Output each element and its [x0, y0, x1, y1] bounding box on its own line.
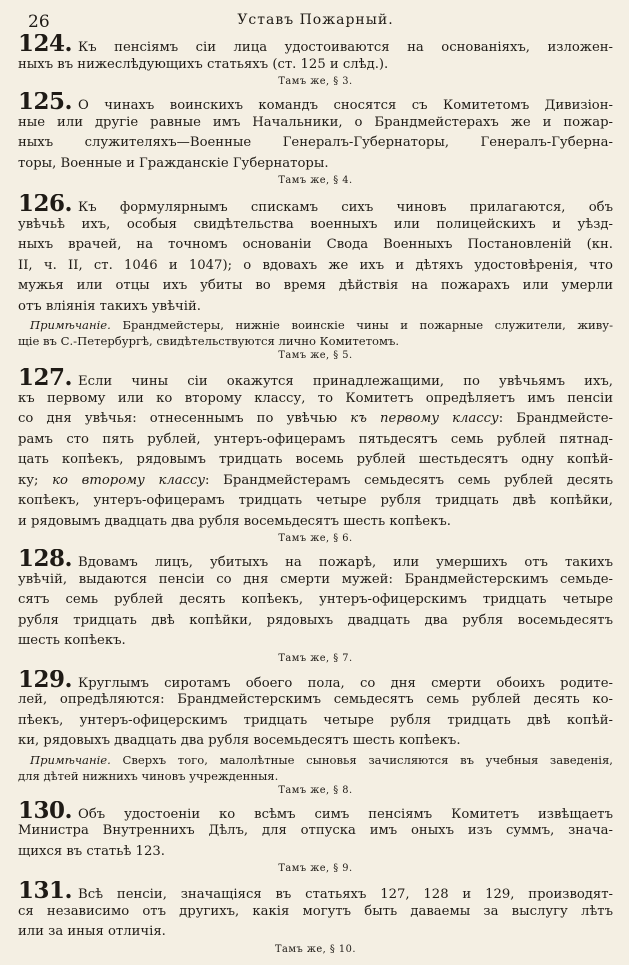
article-text-line [18, 670, 613, 691]
article-text: ные или другіе равные имъ Начальники, о Брандмейстерахъ же и пожар- [18, 114, 613, 130]
article-text-line [18, 549, 613, 570]
source-reference: Тамъ же, § 5. [278, 350, 353, 361]
note-text: Брандмейстеры, нижніе воинскіе чины и пожарные служители, живу- [122, 318, 613, 332]
article-text-line [18, 55, 613, 76]
article-text-line [18, 570, 613, 591]
article-text-line [18, 881, 613, 902]
note-label: Примѣчаніе. [30, 752, 111, 767]
article-text: пѣекъ, унтеръ-офицерскимъ тридцать четыре рубля тридцать двѣ копѣй- [18, 712, 613, 728]
article-text-line [18, 821, 613, 842]
article-text-line [18, 389, 613, 410]
article [18, 670, 613, 797]
article-text-line [18, 154, 613, 175]
article-text-line [18, 133, 613, 154]
article-text-line [18, 631, 613, 652]
article-text-line [18, 215, 613, 236]
article-text: ки, рядовыхъ двадцать два рубля восемьдесятъ шесть копѣекъ. [18, 733, 461, 748]
article-text-line [18, 34, 613, 55]
article-text: цать копѣекъ, рядовымъ тридцать восемь рублей шестьдесятъ одну копѣй- [18, 452, 613, 467]
article-number: 131. [18, 881, 73, 902]
article-text: ныхъ въ нижеслѣдующихъ статьяхъ (ст. 125 и слѣд.). [18, 56, 389, 72]
article-text: торы, Военные и Гражданскіе Губернаторы. [18, 155, 329, 171]
source-reference: Тамъ же, § 9. [278, 863, 353, 874]
article-number: 126. [18, 194, 73, 215]
article-note-line [18, 768, 613, 784]
article-text-line [18, 113, 613, 134]
article-text-line [18, 690, 613, 711]
article-text-line [18, 731, 613, 752]
article-text: II, ч. II, ст. 1046 и 1047); о вдовахъ же ихъ и дѣтяхъ удостовѣренія, что [18, 257, 613, 273]
article-text: Если чины сіи окажутся принадлежащими, по увѣчьямъ ихъ, [78, 374, 613, 389]
article-note-line [18, 752, 613, 768]
article-text-line [18, 512, 613, 533]
article-text: увѣчьѣ ихъ, особыя свидѣтельства военныхъ или полицейскихъ и уѣзд- [18, 216, 613, 232]
article-text: Къ пенсіямъ сіи лица удостоиваются на основаніяхъ, изложен- [78, 40, 613, 55]
article-text: ку; ко второму классу: Брандмейстерамъ семьдесятъ семь рублей десять [18, 472, 613, 488]
article-text-line [18, 801, 613, 822]
article-text: лей, опредѣляются: Брандмейстерскимъ семьдесятъ семь рублей десять ко- [18, 692, 613, 707]
article-text: и рядовымъ двадцать два рубля восемьдесятъ шесть копѣекъ. [18, 513, 451, 529]
article-text: къ первому или ко второму классу, то Комитетъ опредѣляетъ имъ пенсіи [18, 390, 613, 406]
article-text: Къ формулярнымъ спискамъ сихъ чиновъ прилагаются, объ [78, 200, 613, 215]
article-text: ныхъ врачей, на точномъ основаніи Свода Военныхъ Постановленій (кн. [18, 237, 613, 252]
note-text: Сверхъ того, малолѣтные сыновья зачисляются въ учебныя заведенія, [122, 752, 613, 767]
article-text: О чинахъ воинскихъ командъ сносятся съ Комитетомъ Дивизіон- [78, 98, 613, 113]
note-text: щіе въ С.-Петербургѣ, свидѣтельствуются лично Комитетомъ. [18, 334, 400, 348]
article-text: рамъ сто пять рублей, унтеръ-офицерамъ пятьдесятъ семь рублей пятнад- [18, 431, 613, 447]
source-reference: Тамъ же, § 8. [278, 784, 353, 796]
article-text-line [18, 611, 613, 632]
article-text: мужья или отцы ихъ убиты во время дѣйствія на пожарахъ или умерли [18, 278, 613, 293]
page-header [18, 6, 613, 34]
article-text-line [18, 194, 613, 215]
article-text: сятъ семь рублей десять копѣекъ, унтеръ-офицерскимъ тридцать четыре [18, 592, 613, 607]
document-body [18, 34, 613, 956]
article [18, 549, 613, 665]
page-number: 26 [28, 12, 50, 32]
article-text-line [18, 256, 613, 277]
article-text: или за иныя отличія. [18, 924, 166, 939]
article-text-line [18, 902, 613, 923]
source-reference: Тамъ же, § 7. [278, 652, 353, 664]
article-text: Круглымъ сиротамъ обоего пола, со дня смерти обоихъ родите- [78, 675, 613, 690]
article-text: со дня увѣчья: отнесеннымъ по увѣчью къ первому классу: Брандмейсте- [18, 411, 613, 426]
article-text: щихся въ статьѣ 123. [18, 843, 165, 859]
article-text: Всѣ пенсіи, значащіяся въ статьяхъ 127, 128 и 129, производят- [78, 887, 613, 902]
article-text: отъ вліянія такихъ увѣчій. [18, 298, 201, 314]
article-text: копѣекъ, унтеръ-офицерамъ тридцать четыре рубля тридцать двѣ копѣйки, [18, 493, 613, 508]
article [18, 881, 613, 956]
article-number: 124. [18, 34, 73, 55]
article-text: ся независимо отъ другихъ, какія могутъ быть даваемы за выслугу лѣтъ [18, 903, 613, 919]
article-text: шесть копѣекъ. [18, 633, 126, 648]
article-text-line [18, 471, 613, 492]
article-text: увѣчій, выдаются пенсіи со дня смерти мужей: Брандмейстерскимъ семьде- [18, 571, 613, 587]
running-title: Уставъ Пожарный. [237, 12, 394, 28]
article-text-line [18, 922, 613, 943]
article-text-line [18, 368, 613, 389]
article-text: Объ удостоеніи ко всѣмъ симъ пенсіямъ Комитетъ извѣщаетъ [78, 806, 613, 821]
article-text-line [18, 276, 613, 297]
article-text: Министра Внутреннихъ Дѣлъ, для отпуска имъ оныхъ изъ суммъ, знача- [18, 823, 613, 838]
article-note-line [18, 317, 613, 333]
article-text-line [18, 430, 613, 451]
article-number: 130. [18, 800, 73, 821]
article-text: рубля тридцать двѣ копѣйки, рядовыхъ двадцать два рубля восемьдесятъ [18, 612, 613, 628]
source-reference: Тамъ же, § 3. [278, 76, 353, 87]
article-number: 128. [18, 549, 73, 570]
article-text: ныхъ служителяхъ—Военные Генералъ-Губернаторы, Генералъ-Губерна- [18, 135, 613, 150]
article-text-line [18, 842, 613, 863]
article-number: 129. [18, 669, 73, 690]
article-text-line [18, 590, 613, 611]
article-text-line [18, 297, 613, 318]
article-text-line [18, 92, 613, 113]
article-text-line [18, 491, 613, 512]
article [18, 34, 613, 88]
article [18, 368, 613, 545]
source-reference: Тамъ же, § 6. [278, 533, 353, 544]
note-label: Примѣчаніе. [30, 318, 111, 332]
article-number: 125. [18, 92, 73, 113]
article-text-line [18, 450, 613, 471]
article [18, 92, 613, 187]
article-text-line [18, 409, 613, 430]
article-text-line [18, 235, 613, 256]
article-text: Вдовамъ лицъ, убитыхъ на пожарѣ, или умершихъ отъ такихъ [78, 555, 613, 570]
note-text: для дѣтей нижнихъ чиновъ учрежденныя. [18, 768, 279, 783]
article [18, 194, 613, 362]
source-reference: Тамъ же, § 10. [275, 943, 356, 955]
source-reference: Тамъ же, § 4. [278, 175, 353, 186]
article-number: 127. [18, 368, 73, 389]
article [18, 801, 613, 876]
article-note-line [18, 333, 613, 349]
article-text-line [18, 711, 613, 732]
